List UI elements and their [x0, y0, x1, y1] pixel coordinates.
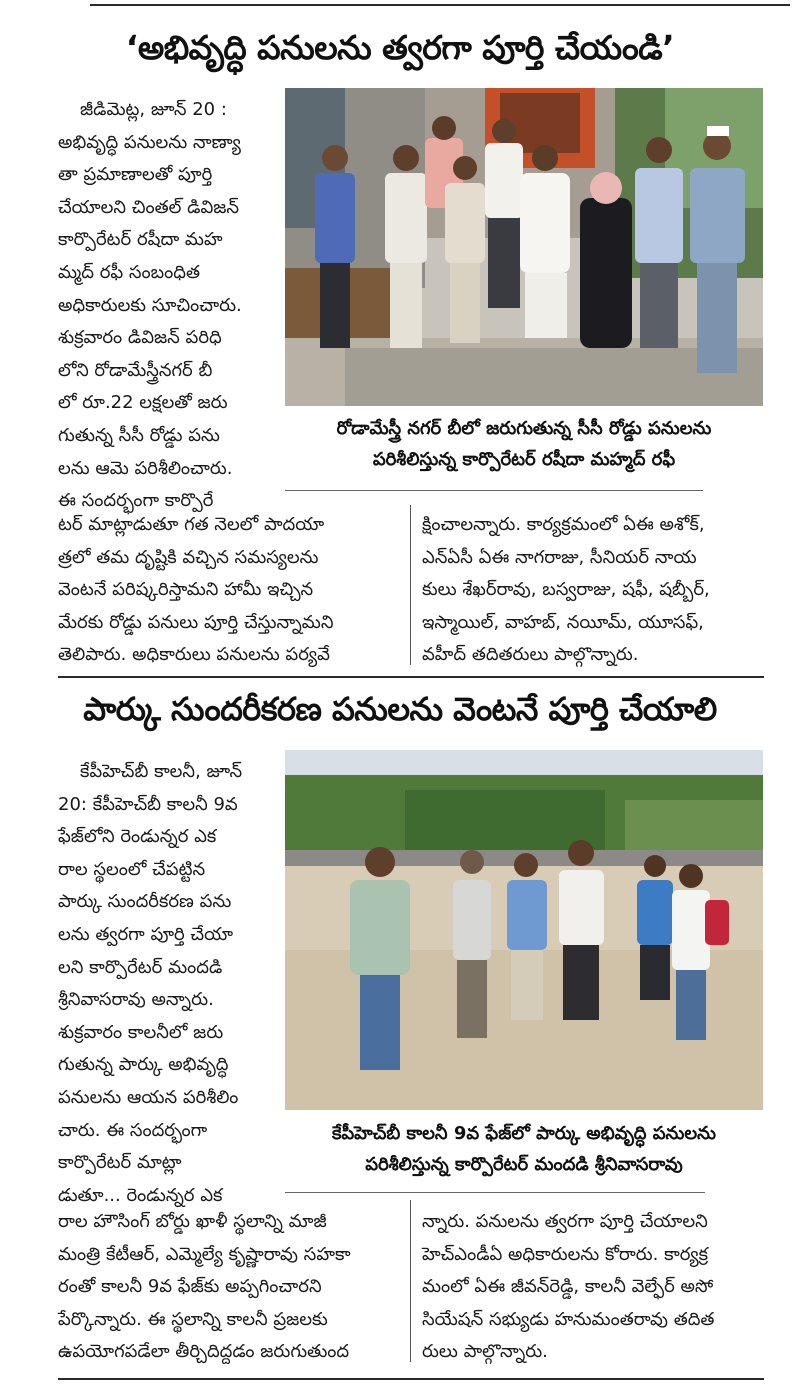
article2-body-line: పేర్కొన్నారు. ఈ స్థలాన్ని కాలనీ ప్రజలకు: [58, 1308, 328, 1330]
article-separator: [58, 676, 764, 678]
article1-lead-line: శుక్రవారం డివిజన్ పరిధి: [58, 327, 222, 349]
article1-headline: ‘అభివృద్ధి పనులను త్వరగా పూర్తి చేయండి’: [125, 28, 675, 67]
article2-lead-line: డుతూ... రెండున్నర ఎక: [58, 1184, 223, 1206]
article2-column-divider: [410, 1200, 411, 1362]
article2-caption-line: పరిశీలిస్తున్న కార్పొరేటర్ మందడి శ్రీనివాసరావు: [365, 1154, 683, 1175]
article2-lead-line: కేపీహెచ్‌బీ కాలనీ, జూన్: [80, 761, 243, 782]
article2-photo-caption: [285, 1118, 763, 1180]
article1-body-line: మేరకు రోడ్డు పనులు పూర్తి చేస్తున్నామని: [58, 611, 334, 633]
article1-body-line: క్షించాలన్నారు. కార్యక్రమంలో ఏఈ అశోక్,: [422, 514, 705, 535]
article1-bottom-left-column: [58, 509, 398, 672]
article1-lead-line: అభివృద్ధి పనులను నాణ్యా: [58, 131, 241, 153]
article1-caption-rule: [285, 490, 703, 491]
article2-lead-line: 20: కేపీహెచ్‌బీ కాలనీ 9వ: [58, 793, 238, 815]
article1-lead-line: లోని రోడామేస్త్రీనగర్ బీ: [58, 359, 213, 381]
bottom-rule: [58, 1378, 764, 1380]
article1-photo-caption: [285, 413, 763, 475]
article1-lead-line: కార్పొరేటర్ రషీదా మహ: [58, 229, 223, 251]
article2-photo: [285, 750, 763, 1110]
article1-lead-line: జీడిమెట్ల, జూన్ 20 :: [80, 99, 227, 120]
article1-lead-line: అధికారులకు సూచించారు.: [58, 294, 242, 316]
article2-lead-line: పనులను ఆయన పరిశీలిం: [58, 1086, 239, 1108]
article1-body-line: వహీద్ తదితరులు పాల్గొన్నారు.: [422, 644, 639, 666]
article2-lead-column: [58, 756, 270, 1212]
article2-lead-line: కార్పొరేటర్ మాట్లా: [58, 1152, 182, 1174]
article2-lead-line: శ్రీనివాసరావు అన్నారు.: [58, 989, 214, 1011]
article2-body-line: రులు పాల్గొన్నారు.: [422, 1341, 548, 1363]
top-rule: [90, 4, 790, 6]
article1-lead-line: చేయాలని చింతల్ డివిజన్: [58, 196, 240, 218]
article2-body-line: మంత్రి కేటీఆర్, ఎమ్మెల్యే కృష్ణారావు సహకా: [58, 1243, 351, 1265]
article2-lead-line: రాల స్థలంలో చేపట్టిన: [58, 858, 206, 880]
article2-caption-line: కేపీహెచ్‌బీ కాలనీ 9వ ఫేజ్‌లో పార్కు అభివృద్ధి పనులను: [331, 1123, 717, 1144]
article2-lead-line: చారు. ఈ సందర్భంగా: [58, 1119, 208, 1141]
article2-body-line: సియేషన్ సభ్యుడు హనుమంతరావు తదిత: [422, 1308, 715, 1330]
article2-lead-line: లని కార్పొరేటర్ మందడి: [58, 956, 223, 978]
article1-body-line: కులు శేఖర్‌రావు, బస్వరాజు, షఫీ, షబ్బీర్,: [422, 579, 710, 601]
article1-lead-line: లను ఆమె పరిశీలించారు.: [58, 457, 233, 479]
article2-bottom-right-column: [422, 1206, 764, 1369]
article1-photo: [285, 88, 763, 406]
article2-lead-line: పార్కు సుందరీకరణ పను: [58, 891, 232, 913]
article1-column-divider: [410, 505, 411, 665]
article1-body-line: వెంటనే పరిష్కరిస్తామని హామీ ఇచ్చిన: [58, 579, 314, 601]
article2-bottom-left-column: [58, 1206, 398, 1369]
article2-body-line: రంతో కాలనీ 9వ ఫేజ్‌కు అప్పగించారని: [58, 1276, 322, 1298]
article1-lead-line: గుతున్న సీసీ రోడ్డు పను: [58, 424, 220, 446]
article2-body-line: హెచ్‌ఎండీఏ అధికారులను కోరారు. కార్యక్ర: [422, 1243, 709, 1265]
article1-lead-line: ఈ సందర్భంగా కార్పొరే: [58, 490, 214, 512]
article1-body-line: ఇస్మాయిల్, వాహబ్, నయీమ్, యూసఫ్,: [422, 611, 704, 633]
article2-lead-line: శుక్రవారం కాలనీలో జరు: [58, 1021, 224, 1043]
article2-lead-line: లను త్వరగా పూర్తి చేయా: [58, 923, 234, 945]
article1-lead-line: తా ప్రమాణాలతో పూర్తి: [58, 164, 213, 186]
article1-caption-line: పరిశీలిస్తున్న కార్పొరేటర్ రషీదా మహ్మద్ రఫీ: [372, 449, 676, 470]
article2-caption-rule: [285, 1192, 705, 1193]
article1-body-line: త్రలో తమ దృష్టికి వచ్చిన సమస్యలను: [58, 546, 319, 568]
article2-body-line: న్నారు. పనులను త్వరగా పూర్తి చేయాలని: [422, 1211, 708, 1232]
article1-body-line: టర్ మాట్లాడుతూ గత నెలలో పాదయా: [58, 514, 325, 535]
article2-headline: పార్కు సుందరీకరణ పనులను వెంటనే పూర్తి చేయాలి: [83, 690, 717, 728]
article1-bottom-right-column: [422, 509, 764, 672]
article1-lead-line: మ్మద్ రఫీ సంబంధిత: [58, 261, 200, 283]
article2-lead-line: గుతున్న పార్కు అభివృద్ధి: [58, 1054, 229, 1076]
article1-lead-column: [58, 94, 270, 518]
article2-body-line: ఉపయోగపడేలా తీర్చిదిద్దడం జరుగుతుంద: [58, 1341, 350, 1363]
article1-lead-line: లో రూ.22 లక్షలతో జరు: [58, 392, 228, 414]
article2-body-line: రాల హౌసింగ్ బోర్డు ఖాళీ స్థలాన్ని మాజీ: [58, 1211, 327, 1232]
article2-lead-line: ఫేజ్‌లోని రెండున్నర ఎక: [58, 826, 217, 848]
article1-body-line: ఎన్‌ఏసీ ఏఈ నాగరాజు, సీనియర్ నాయ: [422, 546, 697, 568]
article1-caption-line: రోడామేస్త్రీ నగర్ బీలో జరుగుతున్న సీసీ రోడ్డు పనులను: [336, 418, 712, 439]
article1-body-line: తెలిపారు. అధికారులు పనులను పర్యవే: [58, 644, 330, 666]
article2-body-line: మంలో ఏఈ జీవన్‌రెడ్డి, కాలనీ వెల్ఫేర్ అసో: [422, 1276, 714, 1298]
